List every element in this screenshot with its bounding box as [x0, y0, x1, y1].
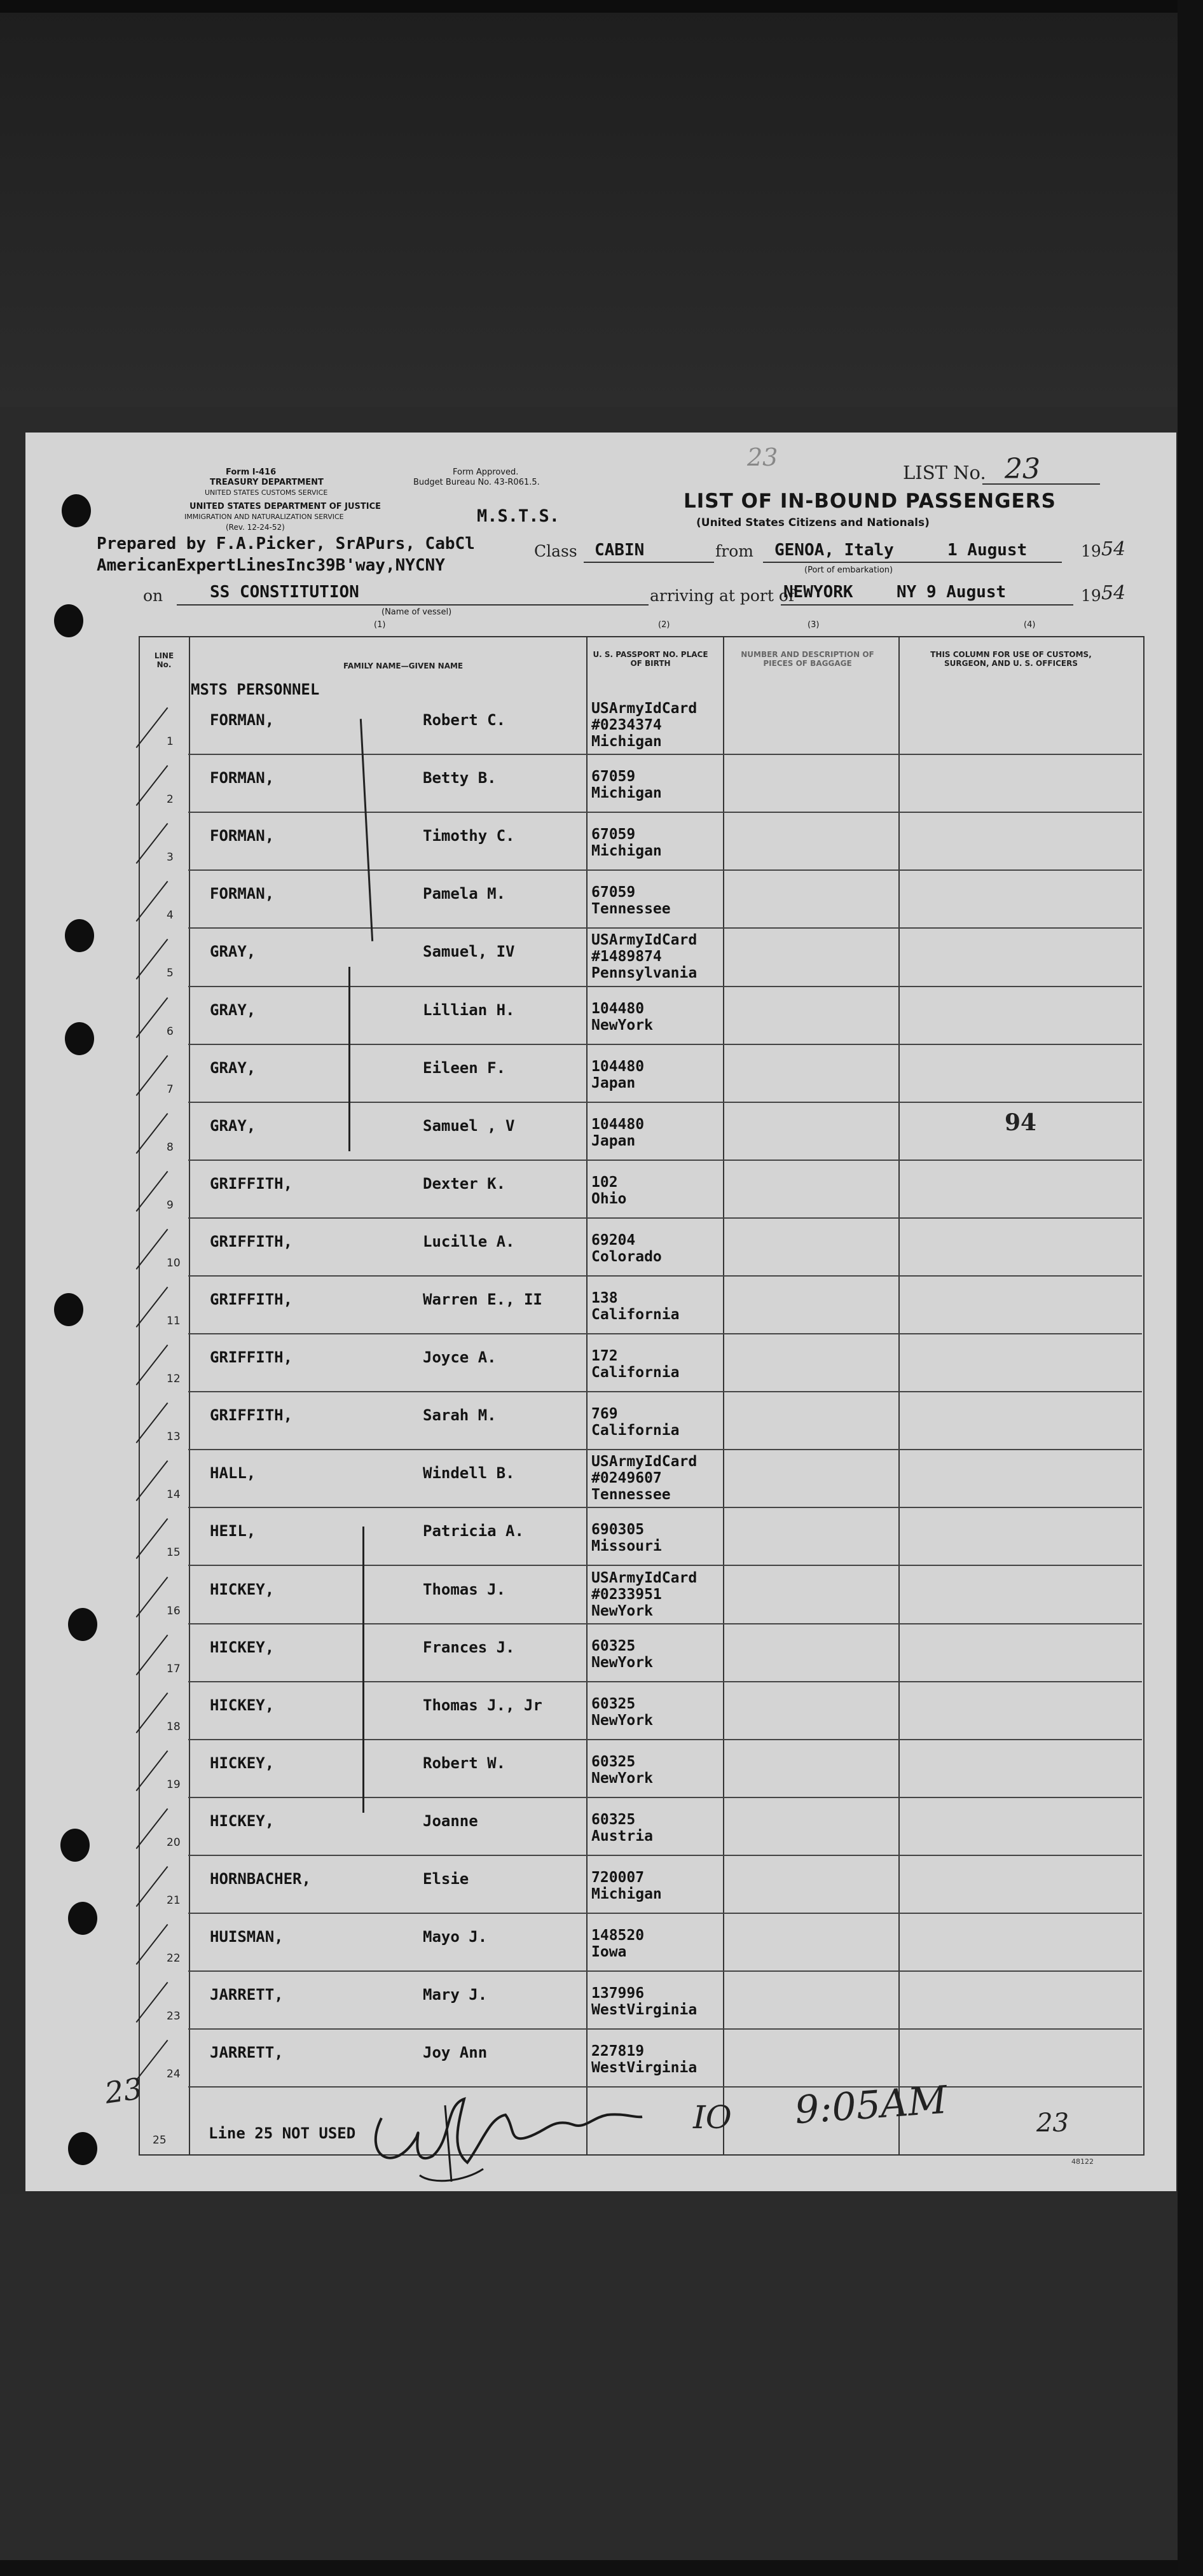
given-name: Warren E., II	[423, 1291, 542, 1308]
footer-code: 48122	[1071, 2157, 1094, 2166]
family-name: GRIFFITH,	[210, 1291, 293, 1308]
from-underline	[763, 562, 1062, 563]
given-name: Lucille A.	[423, 1233, 515, 1250]
row-divider	[188, 812, 1142, 813]
family-name: GRAY,	[210, 1117, 256, 1135]
arrival-year: 54	[1101, 582, 1126, 604]
passport-birthplace-line: 60325	[591, 1754, 636, 1770]
class-label: Class	[534, 542, 577, 560]
column-divider	[898, 637, 900, 2154]
row25-not-used: Line 25 NOT USED	[209, 2124, 356, 2142]
row-divider	[188, 1333, 1142, 1334]
given-name: Mayo J.	[423, 1928, 488, 1946]
column-divider	[189, 637, 190, 2154]
col-header-passport: U. S. PASSPORT NO. PLACE OF BIRTH	[593, 650, 708, 668]
row-divider	[188, 1391, 1142, 1392]
arriving-label: arriving at port of	[650, 586, 795, 605]
given-name: Sarah M.	[423, 1406, 497, 1424]
family-name: GRIFFITH,	[210, 1233, 293, 1250]
family-name: GRIFFITH,	[210, 1348, 293, 1366]
passport-birthplace-line: 67059	[591, 768, 636, 785]
passport-birthplace-line: 690305	[591, 1521, 645, 1538]
given-name: Thomas J., Jr	[423, 1696, 542, 1714]
passport-birthplace-line: Colorado	[591, 1249, 662, 1265]
given-name: Robert C.	[423, 711, 506, 729]
scan-background-bottom	[0, 2194, 1203, 2576]
group-heading: MSTS PERSONNEL	[191, 681, 320, 698]
row-divider	[188, 1275, 1142, 1277]
scan-background-top	[0, 0, 1203, 407]
customs-service: UNITED STATES CUSTOMS SERVICE	[205, 488, 328, 497]
passport-birthplace-line: Michigan	[591, 733, 662, 750]
punch-hole-icon	[65, 919, 94, 952]
family-name: HICKEY,	[210, 1581, 275, 1598]
vessel-caption: (Name of vessel)	[382, 607, 452, 617]
column-divider	[586, 637, 588, 2154]
given-name: Timothy C.	[423, 827, 515, 845]
line-number: 7	[167, 1083, 174, 1096]
line-number: 6	[167, 1025, 174, 1038]
line-number: 1	[167, 735, 174, 748]
line-number: 11	[167, 1315, 181, 1327]
given-name: Mary J.	[423, 1986, 488, 2004]
form-number: Form I-416	[226, 467, 277, 477]
top-handwritten-number: 23	[747, 443, 778, 471]
passport-birthplace-line: WestVirginia	[591, 2002, 698, 2018]
from-label: from	[715, 542, 753, 560]
row-divider	[188, 927, 1142, 929]
given-name: Samuel, IV	[423, 943, 515, 960]
line-number: 5	[167, 967, 174, 980]
prepared-by-line1: Prepared by F.A.Picker, SrAPurs, CabCl	[97, 534, 475, 553]
line-number: 19	[167, 1778, 181, 1791]
line-number: 18	[167, 1721, 181, 1733]
family-name: HICKEY,	[210, 1812, 275, 1830]
family-name: HICKEY,	[210, 1696, 275, 1714]
passport-birthplace-line: Ohio	[591, 1191, 627, 1207]
given-name: Joy Ann	[423, 2044, 488, 2061]
passport-birthplace-line: 148520	[591, 1927, 645, 1944]
passport-birthplace-line: 104480	[591, 1001, 645, 1017]
given-name: Robert W.	[423, 1754, 506, 1772]
col-header-line: LINE No.	[154, 651, 174, 669]
given-name: Joyce A.	[423, 1348, 497, 1366]
given-name: Frances J.	[423, 1638, 515, 1656]
line-number: 24	[167, 2068, 181, 2081]
time-note: 9:05AM	[793, 2077, 949, 2133]
passport-birthplace-line: 172	[591, 1348, 618, 1364]
line-number: 13	[167, 1430, 181, 1443]
line-number: 9	[167, 1199, 174, 1212]
line-number: 20	[167, 1836, 181, 1849]
passport-birthplace-line: 67059	[591, 826, 636, 843]
signature-io: IO	[693, 2099, 732, 2136]
family-name: GRAY,	[210, 1001, 256, 1019]
family-name: FORMAN,	[210, 885, 275, 903]
col-header-name: FAMILY NAME—GIVEN NAME	[343, 661, 464, 670]
justice-department: UNITED STATES DEPARTMENT OF JUSTICE	[189, 502, 382, 511]
budget-bureau: Budget Bureau No. 43-R061.5.	[413, 478, 540, 487]
row-divider	[188, 1797, 1142, 1798]
punch-hole-icon	[60, 1829, 90, 1862]
left-margin-number: 23	[102, 2071, 145, 2110]
family-name: HICKEY,	[210, 1754, 275, 1772]
punch-hole-icon	[68, 1902, 97, 1935]
given-name: Betty B.	[423, 769, 497, 787]
port-embarkation-caption: (Port of embarkation)	[804, 565, 893, 575]
arrival-port: NEWYORK	[783, 583, 853, 602]
inspector-signature	[356, 2080, 712, 2188]
arrival-underline	[781, 604, 1073, 606]
passport-birthplace-line: Missouri	[591, 1538, 662, 1555]
line-number: 17	[167, 1663, 181, 1675]
line-number: 22	[167, 1952, 181, 1965]
line-number: 16	[167, 1605, 181, 1617]
passport-birthplace-line: USArmyIdCard	[591, 1570, 698, 1586]
given-name: Pamela M.	[423, 885, 506, 903]
arrival-state-date: NY 9 August	[897, 583, 1007, 602]
manifest-subtitle: (United States Citizens and Nationals)	[696, 516, 930, 529]
ins-service: IMMIGRATION AND NATURALIZATION SERVICE	[184, 513, 344, 521]
passport-birthplace-line: 67059	[591, 884, 636, 901]
passport-birthplace-line: Michigan	[591, 843, 662, 859]
passport-birthplace-line: 60325	[591, 1638, 636, 1654]
row-divider	[188, 1565, 1142, 1566]
family-name: GRIFFITH,	[210, 1175, 293, 1193]
arrival-year-prefix: 19	[1081, 586, 1101, 605]
line-number: 14	[167, 1488, 181, 1501]
passport-birthplace-line: 60325	[591, 1811, 636, 1828]
row-divider	[188, 754, 1142, 755]
manifest-title: LIST OF IN-BOUND PASSENGERS	[684, 490, 1056, 513]
form-approved: Form Approved.	[453, 467, 519, 477]
passport-birthplace-line: WestVirginia	[591, 2060, 698, 2076]
family-name: FORMAN,	[210, 827, 275, 845]
line-number: 8	[167, 1141, 174, 1154]
row-divider	[188, 1217, 1142, 1219]
from-year-prefix: 19	[1081, 542, 1101, 560]
revision-date: (Rev. 12-24-52)	[226, 523, 285, 532]
passport-birthplace-line: 104480	[591, 1058, 645, 1075]
row-divider	[188, 1739, 1142, 1740]
line-number: 23	[167, 2010, 181, 2023]
given-name: Eileen F.	[423, 1059, 506, 1077]
punch-hole-icon	[54, 1293, 83, 1326]
passport-birthplace-line: #1489874	[591, 948, 662, 965]
punch-hole-icon	[68, 2132, 97, 2165]
family-name: JARRETT,	[210, 1986, 284, 2004]
row-divider	[188, 869, 1142, 871]
passport-birthplace-line: NewYork	[591, 1603, 653, 1619]
family-name: HEIL,	[210, 1522, 256, 1540]
vessel-name: SS CONSTITUTION	[210, 583, 359, 602]
given-name: Windell B.	[423, 1464, 515, 1482]
line-number: 10	[167, 1257, 181, 1270]
col-num-2: (2)	[658, 620, 670, 630]
family-name: JARRETT,	[210, 2044, 284, 2061]
passport-birthplace-line: NewYork	[591, 1770, 653, 1787]
col-header-officers: THIS COLUMN FOR USE OF CUSTOMS, SURGEON, AND U. S. OFFICERS	[930, 650, 1092, 668]
officer-note: 94	[1005, 1109, 1037, 1136]
scan-right-edge	[1178, 0, 1203, 2576]
given-name: Patricia A.	[423, 1522, 524, 1540]
passport-birthplace-line: #0249607	[591, 1470, 662, 1486]
passport-birthplace-line: #0234374	[591, 717, 662, 733]
family-name: HALL,	[210, 1464, 256, 1482]
given-name: Elsie	[423, 1870, 469, 1888]
row-divider	[188, 1160, 1142, 1161]
passport-birthplace-line: Japan	[591, 1133, 636, 1149]
passport-birthplace-line: 720007	[591, 1869, 645, 1886]
punch-hole-icon	[68, 1608, 97, 1641]
family-name: GRAY,	[210, 1059, 256, 1077]
line-number: 21	[167, 1894, 181, 1907]
family-name: FORMAN,	[210, 711, 275, 729]
given-name: Dexter K.	[423, 1175, 506, 1193]
list-number: 23	[1005, 453, 1040, 485]
row-divider	[188, 1855, 1142, 1856]
passport-birthplace-line: USArmyIdCard	[591, 700, 698, 717]
passport-birthplace-line: 137996	[591, 1985, 645, 2002]
row-divider	[188, 1044, 1142, 1045]
punch-hole-icon	[54, 604, 83, 637]
given-name: Lillian H.	[423, 1001, 515, 1019]
list-no-label: LIST No.	[903, 462, 986, 483]
line-number: 15	[167, 1546, 181, 1559]
passport-birthplace-line: 227819	[591, 2043, 645, 2060]
list-no-underline	[982, 483, 1100, 485]
row-divider	[188, 2028, 1142, 2030]
from-port: GENOA, Italy	[774, 541, 894, 560]
col-num-1: (1)	[374, 620, 386, 630]
passport-birthplace-line: 60325	[591, 1696, 636, 1712]
passport-birthplace-line: Japan	[591, 1075, 636, 1091]
class-value: CABIN	[595, 541, 645, 560]
given-name: Samuel , V	[423, 1117, 515, 1135]
col-header-baggage: NUMBER AND DESCRIPTION OF PIECES OF BAGGAGE	[741, 650, 874, 668]
from-year: 54	[1101, 538, 1126, 560]
passport-birthplace-line: NewYork	[591, 1654, 653, 1671]
line-number: 4	[167, 909, 174, 922]
passport-birthplace-line: NewYork	[591, 1017, 653, 1034]
passport-birthplace-line: #0233951	[591, 1586, 662, 1603]
passport-birthplace-line: 69204	[591, 1232, 636, 1249]
row-divider	[188, 1623, 1142, 1624]
line-number: 2	[167, 793, 174, 806]
family-bracket	[348, 967, 350, 1151]
passport-birthplace-line: California	[591, 1422, 680, 1439]
passport-birthplace-line: 138	[591, 1290, 618, 1306]
from-date: 1 August	[947, 541, 1028, 560]
row-divider	[188, 1507, 1142, 1508]
row-divider	[188, 1102, 1142, 1103]
passport-birthplace-line: 104480	[591, 1116, 645, 1133]
passport-birthplace-line: Austria	[591, 1828, 653, 1845]
passport-birthplace-line: USArmyIdCard	[591, 1453, 698, 1470]
family-name: HORNBACHER,	[210, 1870, 311, 1888]
family-bracket	[362, 1527, 364, 1813]
passport-birthplace-line: Michigan	[591, 1886, 662, 1902]
given-name: Joanne	[423, 1812, 478, 1830]
passport-birthplace-line: California	[591, 1364, 680, 1381]
passport-birthplace-line: Tennessee	[591, 901, 671, 917]
passport-birthplace-line: 102	[591, 1174, 618, 1191]
punch-hole-icon	[62, 494, 91, 527]
row-divider	[188, 986, 1142, 987]
family-name: FORMAN,	[210, 769, 275, 787]
row-divider	[188, 1681, 1142, 1682]
family-name: GRIFFITH,	[210, 1406, 293, 1424]
vessel-underline	[177, 604, 649, 606]
prepared-by-line2: AmericanExpertLinesInc39B'way,NYCNY	[97, 556, 445, 575]
passport-birthplace-line: 769	[591, 1406, 618, 1422]
passport-birthplace-line: Tennessee	[591, 1486, 671, 1503]
col-num-3: (3)	[808, 620, 820, 630]
row-divider	[188, 1449, 1142, 1450]
class-underline	[584, 562, 714, 563]
col-num-4: (4)	[1024, 620, 1036, 630]
passport-birthplace-line: Michigan	[591, 785, 662, 801]
line-number: 3	[167, 851, 174, 864]
punch-hole-icon	[65, 1022, 94, 1055]
passport-birthplace-line: NewYork	[591, 1712, 653, 1729]
family-name: GRAY,	[210, 943, 256, 960]
family-name: HUISMAN,	[210, 1928, 284, 1946]
passport-birthplace-line: USArmyIdCard	[591, 932, 698, 948]
bottom-right-number: 23	[1036, 2109, 1069, 2138]
column-divider	[723, 637, 724, 2154]
given-name: Thomas J.	[423, 1581, 506, 1598]
msts-label: M.S.T.S.	[477, 506, 560, 526]
on-label: on	[143, 586, 163, 605]
passport-birthplace-line: Iowa	[591, 1944, 627, 1960]
passport-birthplace-line: Pennsylvania	[591, 965, 698, 981]
line-number-25: 25	[153, 2134, 167, 2147]
line-number: 12	[167, 1373, 181, 1385]
passport-birthplace-line: California	[591, 1306, 680, 1323]
family-name: HICKEY,	[210, 1638, 275, 1656]
treasury-department: TREASURY DEPARTMENT	[210, 478, 324, 487]
row-divider	[188, 1913, 1142, 1914]
row-divider	[188, 1970, 1142, 1972]
